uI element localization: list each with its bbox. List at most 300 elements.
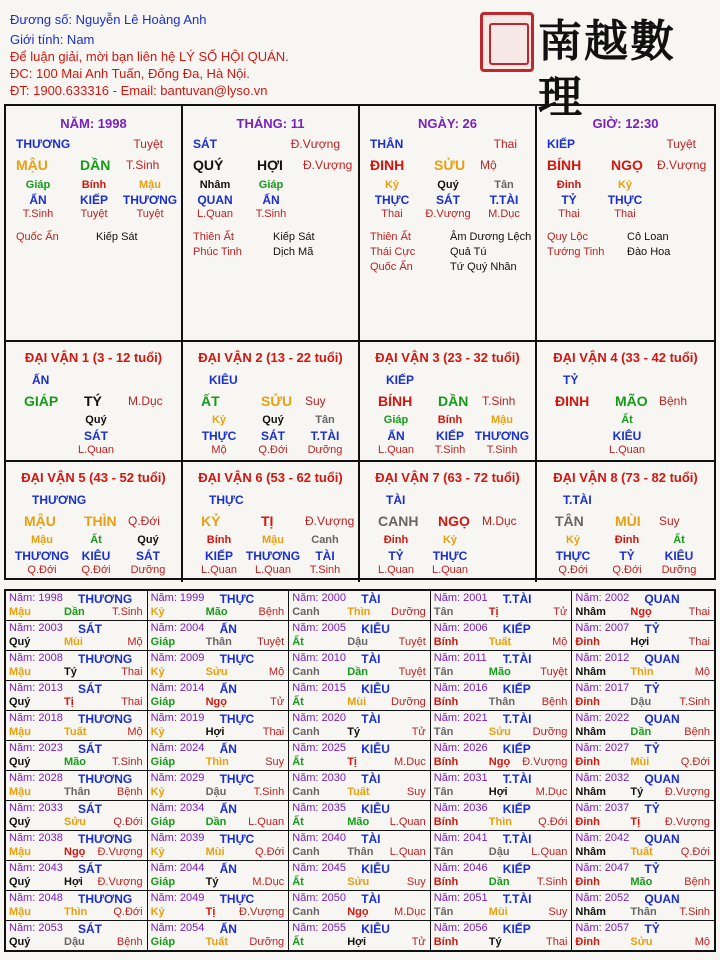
hidden-phase: Dưỡng [661, 564, 697, 576]
special-star: Tướng Tinh [547, 246, 605, 258]
year-phase: Tử [411, 936, 426, 948]
year-branch: Dậu [347, 636, 368, 648]
year-cell [6, 921, 148, 951]
year-phase: Q.Đới [113, 816, 143, 828]
year-stem: Đinh [575, 696, 600, 708]
year-star: ẤN [219, 802, 237, 816]
year-phase: T.Sinh [112, 606, 143, 618]
year-phase: L.Quan [531, 846, 568, 858]
year-cell [572, 891, 714, 921]
year-label: Năm: 2034 [150, 802, 205, 814]
year-phase: Dưỡng [249, 936, 285, 948]
year-label: Năm: 2014 [150, 682, 205, 694]
year-label: Năm: 2038 [9, 832, 63, 844]
year-phase: Thai [121, 666, 143, 678]
year-cell [148, 711, 290, 741]
year-star: QUAN [644, 772, 680, 786]
year-branch: Tuất [64, 726, 87, 738]
year-branch: Sửu [630, 936, 653, 948]
year-phase: T.Sinh [679, 906, 710, 918]
year-cell [148, 651, 290, 681]
year-phase: Suy [406, 786, 426, 798]
year-label: Năm: 2032 [575, 772, 630, 784]
year-label: Năm: 2001 [433, 592, 488, 604]
year-label: Năm: 2000 [292, 592, 346, 604]
year-star: THỰC [219, 712, 255, 726]
special-star: Kiếp Sát [96, 231, 138, 243]
year-star: QUAN [644, 712, 680, 726]
dai-van-branch: SỬU [261, 393, 293, 409]
year-stem: Quý [9, 756, 31, 768]
hidden-star: ẤN [387, 429, 405, 443]
year-label: Năm: 2051 [433, 892, 488, 904]
year-branch: Dậu [630, 696, 652, 708]
year-branch: Hợi [205, 726, 225, 738]
year-branch: Sửu [347, 876, 370, 888]
year-stem: Mậu [9, 606, 31, 618]
dai-van-star: T.TÀI [563, 493, 592, 507]
red-seal-icon [480, 12, 534, 72]
year-label: Năm: 2006 [433, 622, 488, 634]
hidden-phase: T.Sinh [309, 564, 341, 576]
hidden-stem: Tân [494, 179, 514, 191]
year-label: Năm: 2048 [9, 892, 63, 904]
year-label: Năm: 2040 [292, 832, 346, 844]
year-branch: Dậu [205, 786, 227, 798]
year-stem: Giáp [150, 636, 176, 648]
dai-van-title: ĐẠI VẬN 8 (73 - 82 tuổi) [553, 470, 698, 485]
year-cell [431, 651, 573, 681]
year-branch: Tý [64, 666, 77, 678]
year-star: T.TÀI [502, 712, 532, 726]
year-phase: Mộ [694, 666, 710, 678]
year-phase: Thai [262, 726, 285, 738]
year-branch: Mùi [64, 636, 83, 648]
year-star: TÀI [361, 832, 381, 846]
year-stem: Tân [433, 726, 454, 738]
year-phase: T.Sinh [112, 756, 143, 768]
year-star: TÀI [361, 592, 381, 606]
hidden-phase: T.Sinh [22, 208, 54, 220]
year-label: Năm: 2053 [9, 922, 63, 934]
year-cell [6, 681, 148, 711]
year-cell [572, 921, 714, 951]
year-label: Năm: 2024 [150, 742, 205, 754]
year-stem: Giáp [150, 696, 176, 708]
year-label: Năm: 2049 [150, 892, 205, 904]
hidden-star: THƯƠNG [14, 549, 70, 563]
year-phase: Bệnh [684, 726, 710, 738]
year-cell [148, 921, 290, 951]
year-label: Năm: 2002 [575, 592, 630, 604]
pillar-branch: HỢI [257, 157, 283, 173]
year-phase: Q.Đới [113, 906, 143, 918]
year-star: THƯƠNG [78, 652, 133, 666]
year-cell [289, 591, 431, 621]
hidden-star: T.TÀI [489, 193, 519, 207]
hidden-phase: L.Quan [377, 564, 415, 576]
year-branch: Tị [64, 696, 74, 708]
dai-van-stem: ẤT [201, 393, 220, 409]
hidden-stem: Quý [437, 179, 459, 191]
year-phase: Suy [406, 876, 426, 888]
year-branch: Tý [347, 726, 361, 738]
year-stem: Tân [433, 666, 454, 678]
hidden-star: THƯƠNG [122, 193, 178, 207]
hidden-star: THỰC [555, 549, 591, 563]
year-cell [572, 621, 714, 651]
year-branch: Dần [488, 876, 510, 888]
year-branch: Mão [630, 876, 653, 888]
year-phase: Bệnh [116, 936, 143, 948]
year-branch: Thân [205, 636, 232, 648]
special-star: Quy Lộc [547, 231, 588, 243]
year-cell [431, 861, 573, 891]
pillar-branch: DẦN [80, 157, 111, 173]
brand-logo [480, 10, 710, 123]
dai-van-phase: Q.Đới [128, 514, 160, 528]
year-cell [6, 891, 148, 921]
pillar-stem: BÍNH [547, 157, 582, 173]
year-stem: Bính [433, 636, 459, 648]
pillar-stem: MẬU [16, 157, 48, 173]
hidden-star: TÀI [315, 549, 335, 563]
year-stem: Đinh [575, 876, 600, 888]
year-phase: Suy [548, 906, 568, 918]
year-star: THỰC [219, 832, 255, 846]
year-phase: Mộ [268, 666, 285, 678]
year-stem: Canh [292, 726, 320, 738]
year-star: ẤN [219, 742, 237, 756]
year-phase: Thai [121, 696, 143, 708]
pillar-phase: Tuyệt [133, 137, 163, 151]
hidden-stem: Quý [137, 534, 159, 546]
year-star: THỰC [219, 772, 255, 786]
year-phase: Mộ [127, 636, 143, 648]
year-cell [431, 771, 573, 801]
dai-van-star: THƯƠNG [32, 493, 87, 507]
year-star: TÀI [361, 652, 381, 666]
special-star: Âm Dương Lệch [450, 231, 532, 243]
dai-van-branch: TÝ [84, 393, 102, 409]
year-stem: Đinh [575, 936, 600, 948]
dai-van-cell [6, 462, 183, 582]
year-cell [6, 831, 148, 861]
year-phase: Tuyệt [257, 636, 285, 648]
hidden-phase: Q.Đới [612, 564, 642, 576]
year-label: Năm: 2056 [433, 922, 488, 934]
year-phase: Dưỡng [532, 726, 568, 738]
year-cell [572, 831, 714, 861]
year-star: KIÊU [361, 862, 390, 876]
year-label: Năm: 2022 [575, 712, 630, 724]
hidden-star: ẤN [29, 193, 47, 207]
year-branch: Sửu [64, 816, 87, 828]
dai-van-stem: BÍNH [378, 393, 413, 409]
year-branch: Hợi [347, 936, 367, 948]
year-stem: Canh [292, 786, 320, 798]
year-cell [572, 711, 714, 741]
year-label: Năm: 2035 [292, 802, 346, 814]
year-phase: Tử [270, 696, 285, 708]
year-label: Năm: 2021 [433, 712, 488, 724]
hidden-phase: L.Quan [254, 564, 292, 576]
hidden-phase: Tuyệt [80, 208, 108, 220]
year-cell [6, 801, 148, 831]
year-cell [431, 621, 573, 651]
special-star: Cô Loan [627, 231, 669, 243]
year-label: Năm: 2036 [433, 802, 488, 814]
year-stem: Nhâm [575, 906, 606, 918]
hidden-phase: Thai [381, 208, 403, 220]
hidden-phase: L.Quan [431, 564, 469, 576]
year-cell [572, 651, 714, 681]
year-label: Năm: 2043 [9, 862, 63, 874]
year-cell [289, 891, 431, 921]
year-cell [289, 681, 431, 711]
year-star: KIẾP [502, 742, 531, 756]
pillar-title: NGÀY: 26 [418, 116, 477, 131]
year-label: Năm: 2008 [9, 652, 63, 664]
year-star: KIÊU [361, 922, 390, 936]
year-label: Năm: 2028 [9, 772, 63, 784]
dai-van-star: TÀI [386, 493, 406, 507]
year-phase: L.Quan [248, 816, 285, 828]
year-star: THƯƠNG [78, 832, 133, 846]
hidden-phase: L.Quan [196, 208, 234, 220]
dai-van-phase: M.Dục [128, 394, 163, 408]
year-branch: Dậu [64, 936, 85, 948]
name-line: Đương số: Nguyễn Lê Hoàng Anh [10, 12, 207, 27]
year-cell [148, 891, 290, 921]
dai-van-stem: TÂN [555, 513, 584, 529]
year-cell [431, 591, 573, 621]
year-phase: Thai [545, 936, 568, 948]
pillar-stem: QUÝ [193, 157, 224, 173]
dai-van-star: TỶ [563, 373, 579, 387]
year-phase: Bệnh [541, 696, 568, 708]
year-branch: Mùi [488, 906, 508, 918]
year-star: KIẾP [502, 862, 531, 876]
year-phase: M.Dục [394, 906, 426, 918]
hidden-star: KIẾP [435, 429, 465, 443]
year-stem: Nhâm [575, 846, 606, 858]
year-star: SÁT [78, 742, 102, 756]
year-branch: Dần [205, 816, 227, 828]
year-stem: Canh [292, 606, 320, 618]
year-star: KIẾP [502, 802, 531, 816]
year-cell [289, 771, 431, 801]
hidden-stem: Kỷ [617, 179, 633, 191]
year-label: Năm: 2055 [292, 922, 346, 934]
special-star: Tứ Quý Nhân [450, 261, 517, 273]
year-stem: Bính [433, 756, 459, 768]
hidden-stem: Quý [85, 414, 107, 426]
year-cell [6, 621, 148, 651]
hidden-stem: Giáp [25, 179, 51, 191]
year-star: SÁT [78, 682, 102, 696]
dai-van-branch: MÃO [615, 393, 648, 409]
year-stem: Bính [433, 936, 459, 948]
year-branch: Thìn [205, 756, 229, 768]
year-cell [572, 741, 714, 771]
year-phase: Suy [265, 756, 285, 768]
dai-van-cell [537, 462, 714, 582]
year-stem: Canh [292, 846, 320, 858]
year-label: Năm: 2009 [150, 652, 205, 664]
year-stem: Ất [292, 816, 304, 828]
year-star: KIÊU [361, 802, 390, 816]
hidden-star: SÁT [261, 429, 285, 443]
hidden-phase: L.Quan [608, 444, 646, 456]
year-stem: Ất [292, 756, 304, 768]
hidden-stem: Mậu [31, 534, 53, 546]
year-cell [289, 831, 431, 861]
year-branch: Mùi [630, 756, 650, 768]
year-branch: Tị [205, 906, 216, 918]
year-branch: Hợi [64, 876, 83, 888]
year-label: Năm: 2020 [292, 712, 346, 724]
special-star: Thiên Ất [370, 231, 411, 243]
dai-van-branch: NGỌ [438, 513, 470, 529]
year-branch: Ngọ [630, 606, 652, 618]
year-label: Năm: 2031 [433, 772, 488, 784]
hidden-star: SÁT [84, 429, 108, 443]
year-phase: Bệnh [258, 606, 285, 618]
year-phase: Tử [553, 606, 568, 618]
year-stem: Nhâm [575, 666, 606, 678]
pillar-title: NĂM: 1998 [60, 116, 127, 131]
year-stem: Tân [433, 906, 454, 918]
hidden-stem: Nhâm [199, 179, 231, 191]
hidden-stem: Kỷ [211, 414, 227, 426]
year-branch: Dần [64, 606, 85, 618]
hidden-phase: Thai [558, 208, 580, 220]
dai-van-phase: Bệnh [659, 394, 688, 408]
pillar-cell [537, 106, 714, 342]
hidden-star: TỶ [561, 193, 577, 207]
hidden-star: ẤN [262, 193, 280, 207]
year-star: KIÊU [361, 682, 390, 696]
year-cell [431, 801, 573, 831]
year-stem: Ất [292, 696, 304, 708]
year-stem: Đinh [575, 636, 600, 648]
year-stem: Mậu [9, 906, 31, 918]
pillar-branch-phase: Mộ [480, 158, 497, 172]
hidden-stem: Kỷ [442, 534, 458, 546]
year-stem: Quý [9, 816, 31, 828]
hidden-star: KIẾP [79, 193, 109, 207]
year-star: THƯƠNG [78, 892, 133, 906]
year-cell [148, 681, 290, 711]
pillar-branch: SỬU [434, 157, 466, 173]
year-label: Năm: 2007 [575, 622, 630, 634]
year-branch: Thìn [630, 666, 654, 678]
dai-van-stem: KỶ [201, 513, 221, 529]
year-cell [148, 621, 290, 651]
hidden-phase: Q.Đới [81, 564, 111, 576]
year-phase: Đ.Vượng [664, 786, 710, 798]
year-star: THƯƠNG [78, 772, 133, 786]
dai-van-cell [360, 462, 537, 582]
hidden-stem: Giáp [383, 414, 409, 426]
year-phase: Đ.Vượng [522, 756, 568, 768]
year-stem: Kỷ [150, 906, 165, 918]
year-label: Năm: 2037 [575, 802, 630, 814]
year-cell [148, 861, 290, 891]
year-phase: Bệnh [116, 786, 143, 798]
hidden-stem: Mậu [139, 179, 161, 191]
dai-van-stem: ĐINH [555, 393, 590, 409]
year-star: T.TÀI [502, 772, 532, 786]
year-label: Năm: 2018 [9, 712, 63, 724]
year-branch: Sửu [205, 666, 228, 678]
year-stem: Kỷ [150, 666, 165, 678]
hidden-star: THƯƠNG [245, 549, 301, 563]
year-branch: Thân [347, 846, 374, 858]
year-label: Năm: 2030 [292, 772, 346, 784]
hidden-star: THỰC [201, 429, 237, 443]
year-stem: Mậu [9, 786, 31, 798]
year-branch: Thân [630, 906, 657, 918]
year-star: TÀI [361, 712, 381, 726]
year-star: KIẾP [502, 622, 531, 636]
dai-van-title: ĐẠI VẬN 1 (3 - 12 tuổi) [24, 350, 163, 365]
dai-van-cell [183, 342, 360, 462]
year-star: SÁT [78, 622, 102, 636]
year-branch: Tuất [630, 846, 653, 858]
pillar-main-star: THƯƠNG [16, 137, 71, 151]
hidden-star: KIÊU [612, 429, 642, 443]
hidden-stem: Mậu [491, 414, 513, 426]
hidden-star: SÁT [136, 549, 160, 563]
year-branch: Mão [64, 756, 86, 768]
year-branch: Tý [630, 786, 644, 798]
year-phase: Thai [688, 636, 710, 648]
year-stem: Canh [292, 906, 320, 918]
year-cell [431, 921, 573, 951]
pillar-main-star: THÂN [370, 137, 404, 151]
year-cell [572, 861, 714, 891]
year-cell [289, 711, 431, 741]
year-label: Năm: 2003 [9, 622, 63, 634]
year-star: TỶ [644, 682, 660, 696]
year-label: Năm: 2050 [292, 892, 346, 904]
year-cell [572, 681, 714, 711]
hidden-phase: Đ.Vượng [425, 208, 471, 220]
year-star: KIÊU [361, 742, 390, 756]
dai-van-stem: MẬU [24, 513, 56, 529]
hidden-star: TỶ [388, 549, 404, 563]
hidden-star: QUAN [197, 193, 233, 207]
year-phase: Dưỡng [391, 696, 426, 708]
year-stem: Kỷ [150, 846, 165, 858]
hidden-phase: Q.Đới [558, 564, 588, 576]
year-cell [431, 891, 573, 921]
year-label: Năm: 2039 [150, 832, 205, 844]
year-star: QUAN [644, 832, 680, 846]
year-label: Năm: 1999 [150, 592, 205, 604]
year-phase: T.Sinh [679, 696, 710, 708]
year-star: TÀI [361, 772, 381, 786]
year-stem: Quý [9, 936, 31, 948]
year-star: THỰC [219, 592, 255, 606]
dai-van-cell [537, 342, 714, 462]
year-star: SÁT [78, 802, 102, 816]
year-label: Năm: 2045 [292, 862, 346, 874]
year-branch: Tuất [205, 936, 228, 948]
year-stem: Nhâm [575, 786, 606, 798]
